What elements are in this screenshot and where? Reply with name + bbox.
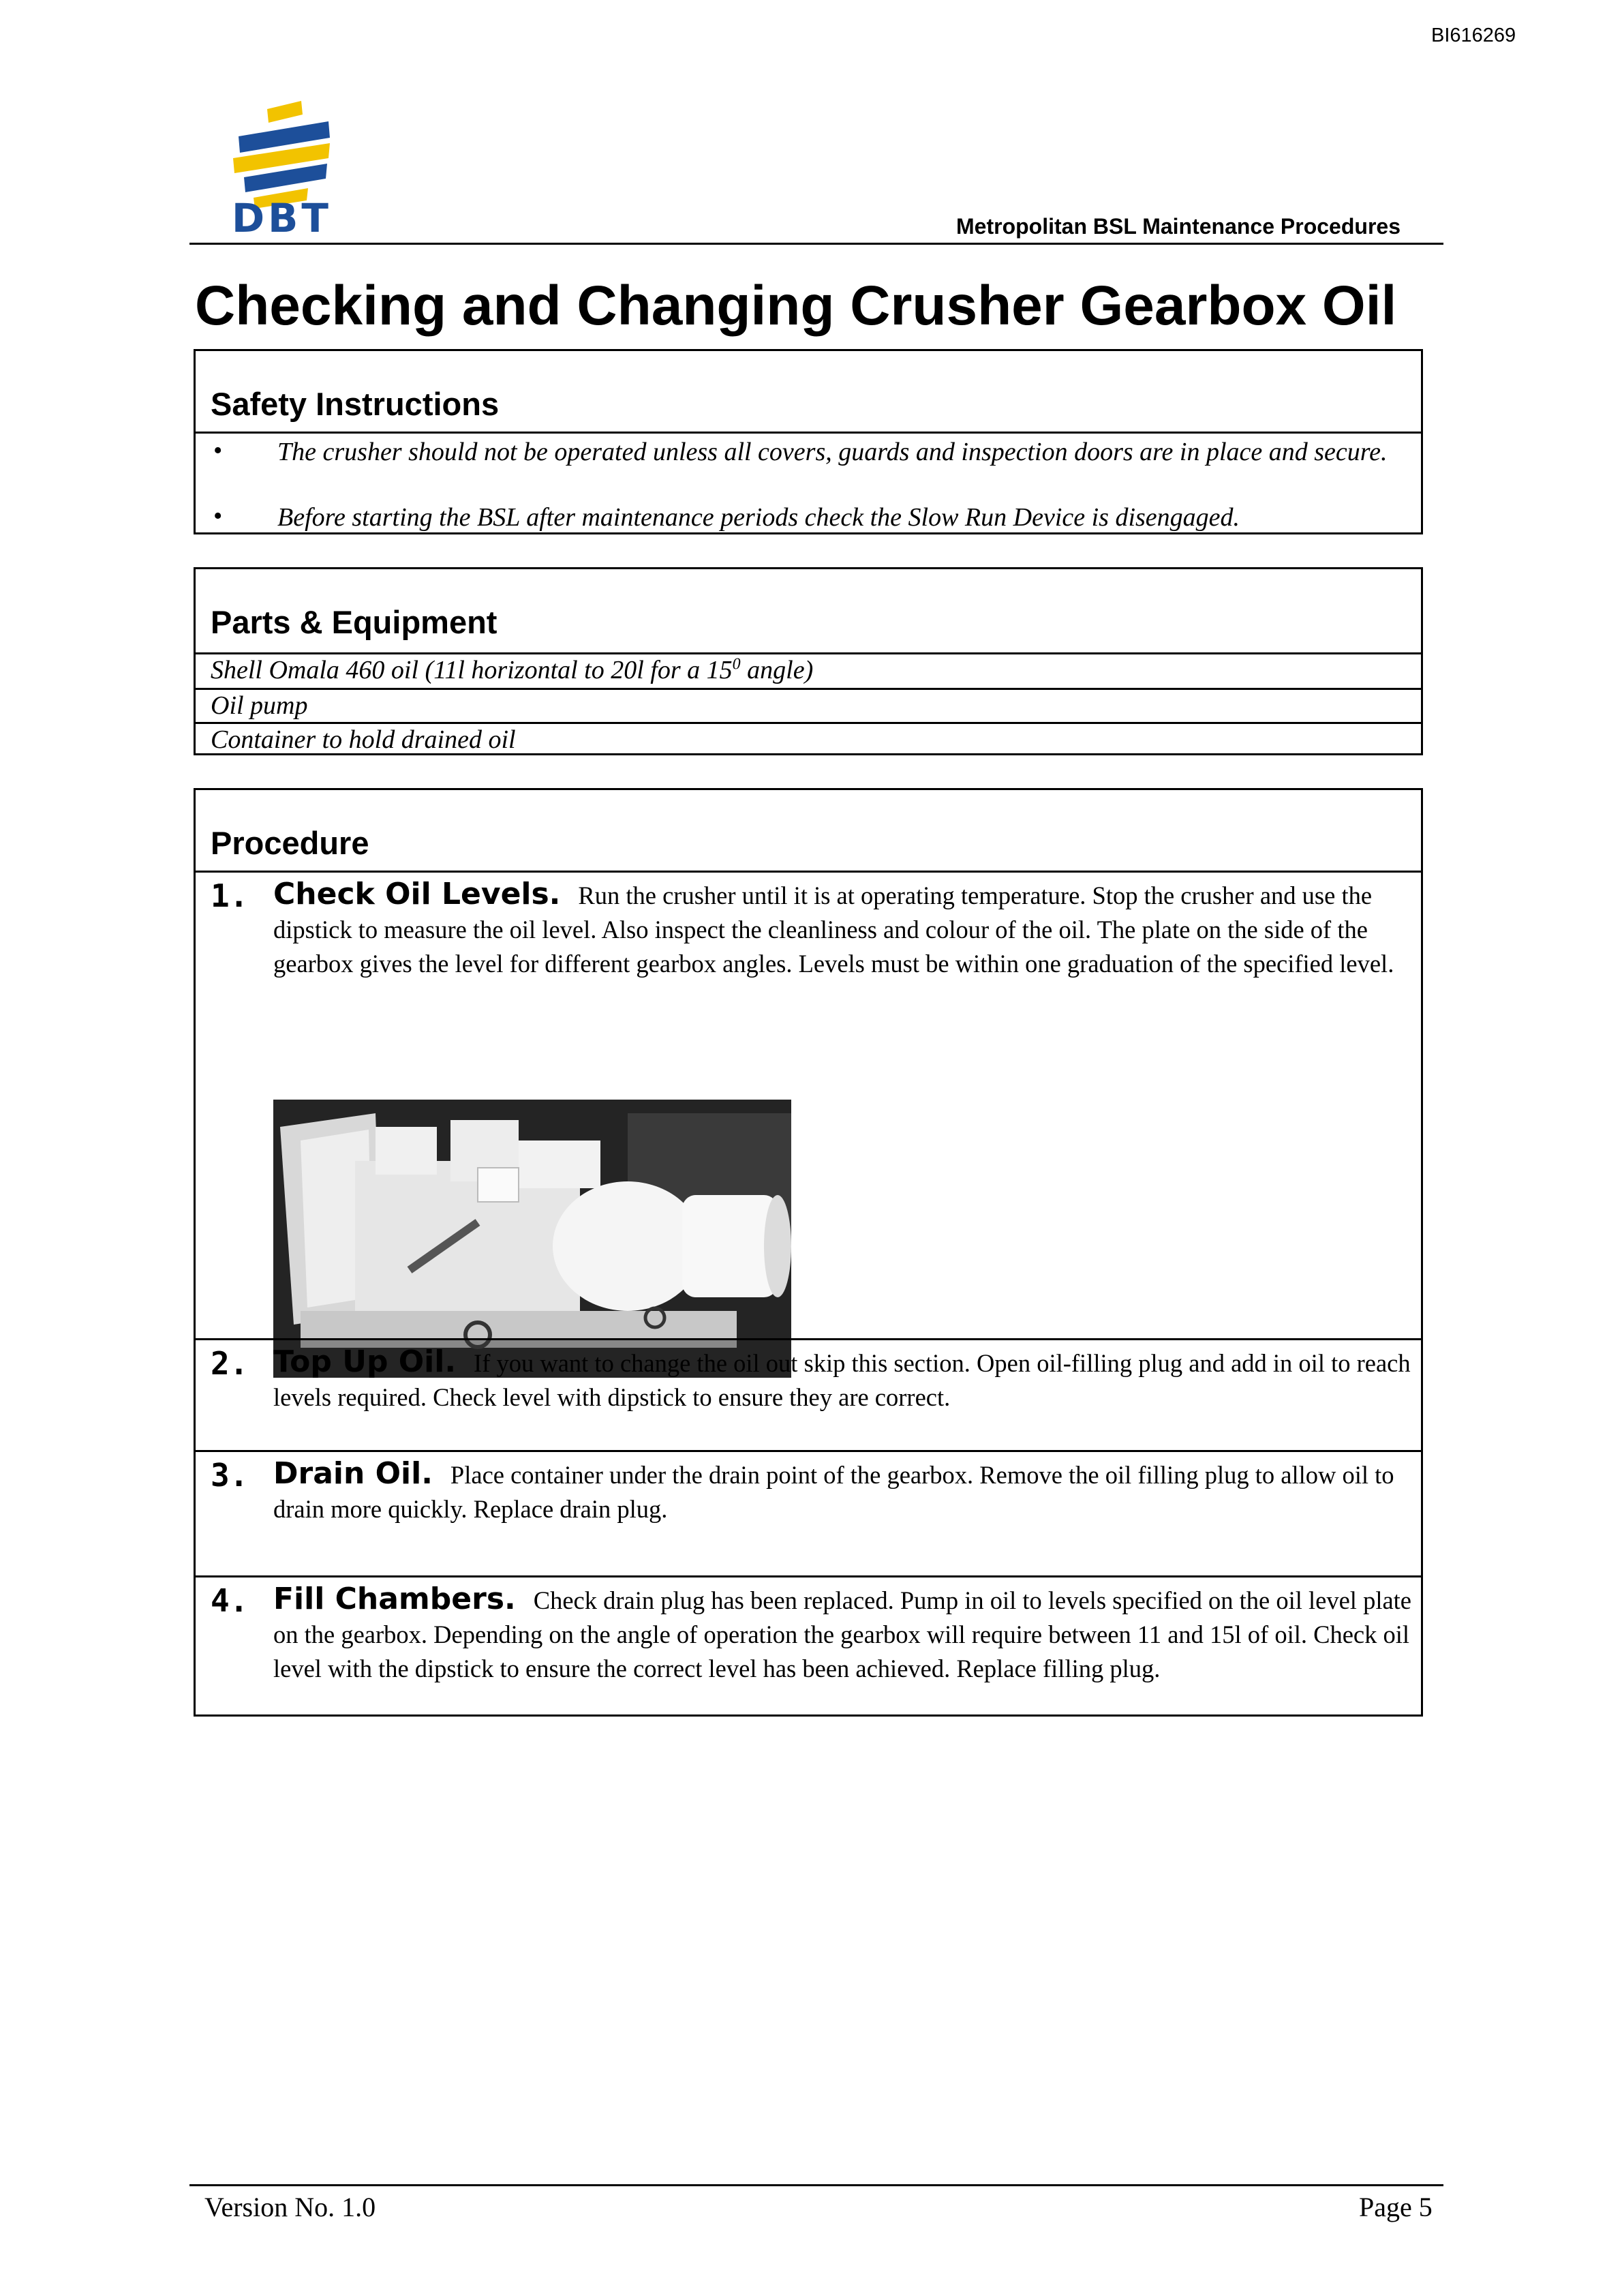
procedure-section: [194, 788, 1423, 1717]
bullet-icon: •: [213, 436, 223, 465]
step-text: Run the crusher until it is at operating temperature. Stop the crusher and use the dipstick to measure the oil level. Also inspect the cleanliness and colour of the oil. The plate on the side of the gearbox gives the level for different gearbox angles. Levels must be within one graduation of the specified level.: [273, 881, 1394, 978]
page-title: Checking and Changing Crusher Gearbox Oil: [195, 275, 1397, 337]
step-divider: [196, 1575, 1421, 1577]
safety-item-text: Before starting the BSL after maintenance periods check the Slow Run Device is disengaged.: [277, 503, 1240, 532]
header-divider: [189, 243, 1443, 245]
document-id: BI616269: [1431, 25, 1516, 46]
crusher-gearbox-photo: [273, 1100, 791, 1378]
parts-item: Oil pump: [211, 691, 308, 720]
parts-row-divider: [196, 722, 1421, 724]
bullet-icon: •: [213, 502, 223, 530]
procedure-heading: Procedure: [211, 825, 369, 861]
version-number: Version No. 1.0: [204, 2192, 376, 2222]
step-divider: [196, 1450, 1421, 1452]
parts-section: [194, 567, 1423, 755]
parts-item: Shell Omala 460 oil (11l horizontal to 20l for a $15^0$ angle): [211, 655, 814, 684]
step-text: Check drain plug has been replaced. Pump in oil to levels specified on the oil level plate on the gearbox. Depending on the angle of operation the gearbox will require between 11 and 15l of oil. Check oil level with the dipstick to ensure the correct level has been achieved. Replace filling plug.: [273, 1586, 1412, 1682]
step-body: [273, 877, 1418, 981]
step-divider: [196, 1338, 1421, 1340]
procedure-step: [196, 1457, 1421, 1573]
procedure-divider: [196, 871, 1421, 873]
step-body: [273, 1345, 1418, 1415]
step-number: 3.: [211, 1457, 249, 1494]
step-title: Check Oil Levels.: [273, 877, 561, 911]
footer-divider: [189, 2184, 1443, 2186]
parts-heading: Parts & Equipment: [211, 604, 498, 640]
parts-divider: [196, 652, 1421, 654]
step-text: Place container under the drain point of the gearbox. Remove the oil filling plug to allow oil to drain more quickly. Replace drain plug.: [273, 1461, 1394, 1523]
parts-item: Container to hold drained oil: [211, 725, 516, 754]
step-number: 4.: [211, 1582, 249, 1619]
safety-section: [194, 349, 1423, 534]
step-number: 1.: [211, 877, 249, 914]
step-title: Drain Oil.: [273, 1456, 433, 1491]
step-number: 2.: [211, 1345, 249, 1382]
parts-row-divider: [196, 688, 1421, 690]
step-title: Top Up Oil.: [273, 1344, 457, 1379]
step-body: [273, 1457, 1418, 1526]
step-body: [273, 1582, 1418, 1686]
header-title: Metropolitan BSL Maintenance Procedures: [956, 214, 1401, 239]
step-title: Fill Chambers.: [273, 1582, 516, 1616]
procedure-step: [196, 1345, 1421, 1447]
logo-text: DBT: [232, 195, 332, 241]
safety-divider: [196, 432, 1421, 434]
procedure-step: [196, 1582, 1421, 1716]
safety-heading: Safety Instructions: [211, 386, 500, 422]
safety-item-text: The crusher should not be operated unless all covers, guards and inspection doors are in place and secure.: [277, 438, 1388, 466]
page-number: Page 5: [1359, 2192, 1433, 2222]
step-text: If you want to change the oil out skip this section. Open oil-filling plug and add in oil to reach levels required. Check level with dipstick to ensure they are correct.: [273, 1349, 1411, 1411]
